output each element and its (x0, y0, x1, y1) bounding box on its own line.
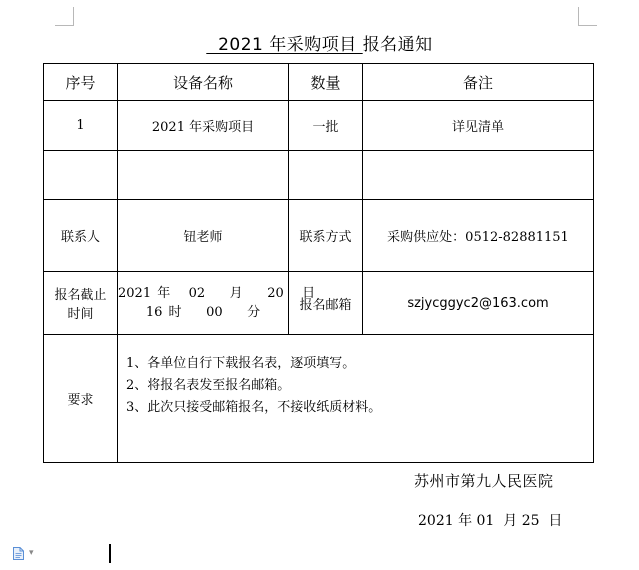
deadline-date: 2021 年 02 月 20 日 (118, 286, 316, 301)
empty-cell (44, 151, 118, 200)
email-value: szjycggyc2@163.com (363, 272, 594, 335)
requirement-item: 2、将报名表发至报名邮箱。 (126, 378, 291, 393)
email-label: 报名邮箱 (289, 272, 363, 335)
contact-method-value: 采购供应处：0512-82881151 (363, 200, 594, 272)
page-title (0, 30, 639, 55)
chevron-down-icon[interactable]: ▾ (29, 548, 34, 558)
empty-cell (118, 151, 289, 200)
row1-quantity: 一批 (289, 101, 363, 151)
row1-index: 1 (44, 101, 118, 151)
requirements-list (118, 335, 594, 463)
contact-row (44, 200, 594, 272)
deadline-label (44, 272, 118, 335)
organization-name: 苏州市第九人民医院 (414, 472, 554, 490)
header-row (44, 64, 594, 101)
deadline-row (44, 272, 594, 335)
document-icon[interactable] (13, 547, 24, 560)
empty-cell (363, 151, 594, 200)
title-underlined-part: 2021 年采购项目 (206, 35, 363, 55)
row1-remarks: 详见清单 (363, 101, 594, 151)
empty-row (44, 151, 594, 200)
table-row (44, 101, 594, 151)
page-corner-mark-top-left (55, 7, 74, 26)
deadline-label-line2: 时间 (67, 307, 94, 322)
text-cursor (109, 544, 111, 563)
requirement-item: 1、各单位自行下载报名表，逐项填写。 (126, 356, 356, 371)
page-corner-mark-top-right (578, 7, 597, 26)
header-equipment-name: 设备名称 (118, 64, 289, 101)
header-index: 序号 (44, 64, 118, 101)
header-remarks: 备注 (363, 64, 594, 101)
deadline-label-line1: 报名截止 (54, 288, 107, 303)
requirements-row (44, 335, 594, 463)
issue-date: 2021 年 01 月 25 日 (418, 513, 563, 529)
requirements-label: 要求 (44, 335, 118, 463)
deadline-time: 16 时 00 分 (145, 305, 261, 320)
requirement-item: 3、此次只接受邮箱报名，不接收纸质材料。 (126, 400, 382, 415)
registration-table (43, 63, 594, 463)
row1-equipment-name: 2021 年采购项目 (118, 101, 289, 151)
contact-label: 联系人 (44, 200, 118, 272)
header-quantity: 数量 (289, 64, 363, 101)
empty-cell (289, 151, 363, 200)
deadline-value (118, 272, 316, 335)
title-notice: 报名通知 (362, 35, 433, 55)
contact-value: 钮老师 (118, 200, 289, 272)
contact-method-label: 联系方式 (289, 200, 363, 272)
